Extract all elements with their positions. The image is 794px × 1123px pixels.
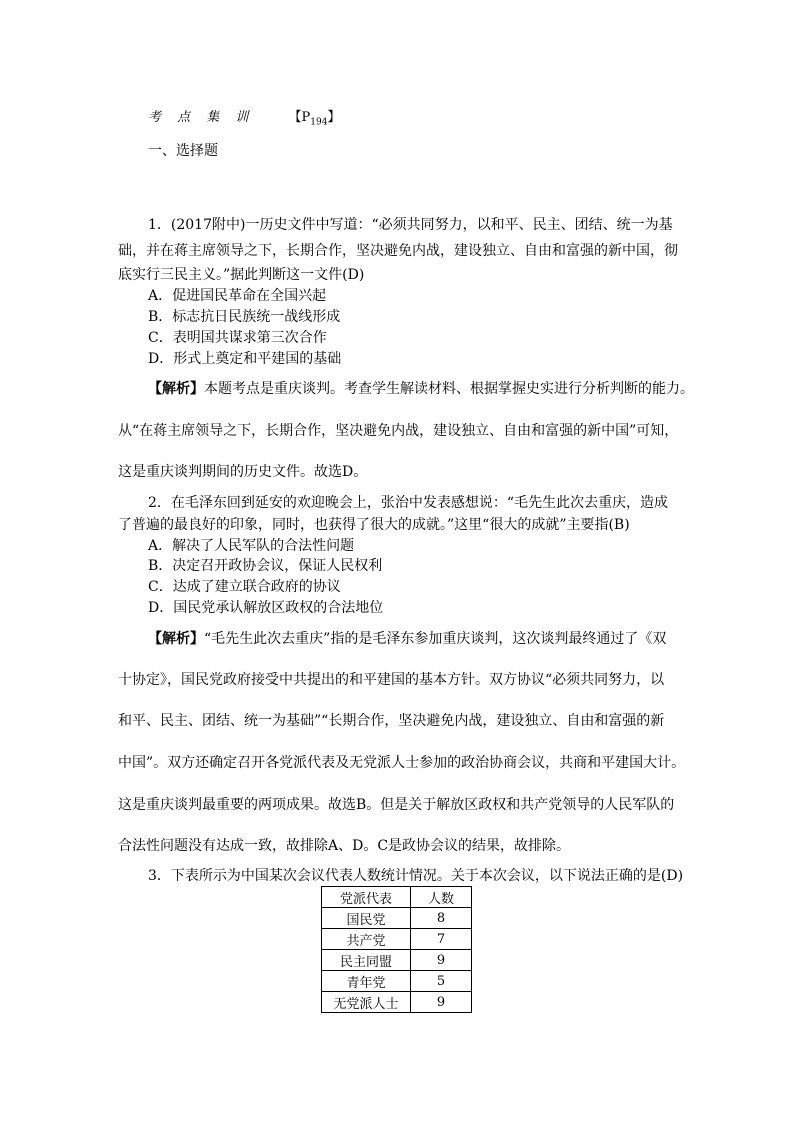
- q2-analysis-line-4: 中国”。双方还确定召开各党派代表及无党派人士参加的政治协商会议，共商和平建国大计。: [118, 755, 686, 771]
- q1-line-3: 底实行三民主义。”据此判断这一文件(D): [118, 267, 365, 283]
- count-cell: 9: [411, 950, 472, 971]
- table-header-row: [322, 887, 472, 908]
- table-row: [322, 971, 472, 992]
- delegate-count-table: [321, 886, 472, 1013]
- table-row: [322, 992, 472, 1013]
- q2-analysis-line-3: 和平、民主、团结、统一为基础”“长期合作，坚决避免内战，建设独立、自由和富强的新: [118, 713, 665, 729]
- count-cell: 5: [411, 971, 472, 992]
- count-cell: 7: [411, 929, 472, 950]
- table-header-cell: 党派代表: [322, 887, 411, 908]
- q2-option-b: B．决定召开政协会议，保证人民权利: [148, 558, 383, 574]
- party-cell: 国民党: [322, 908, 411, 929]
- q2-analysis-line-1: 【解析】“毛先生此次去重庆”指的是毛泽东参加重庆谈判，这次谈判最终通过了《双: [148, 631, 667, 647]
- table-header-cell: 人数: [411, 887, 472, 908]
- analysis-tag: 【解析】: [148, 381, 204, 397]
- q1-option-c: C．表明国共谋求第三次合作: [148, 330, 327, 346]
- q1-line-1: 1．(2017附中)一历史文件中写道：“必须共同努力，以和平、民主、团结、统一为基: [148, 217, 673, 233]
- q2-analysis-line-6: 合法性问题没有达成一致，故排除A、D。C是政协会议的结果，故排除。: [118, 838, 571, 854]
- q2-analysis-line-5: 这是重庆谈判最重要的两项成果。故选B。但是关于解放区政权和共产党领导的人民军队的: [118, 797, 675, 813]
- section-title: 一、选择题: [148, 143, 218, 159]
- table-row: [322, 908, 472, 929]
- q1-option-b: B．标志抗日民族统一战线形成: [148, 309, 341, 325]
- q1-analysis-line-2: 从“在蒋主席领导之下，长期合作，坚决避免内战，建设独立、自由和富强的新中国”可知，: [118, 423, 679, 439]
- section-header: [148, 106, 341, 128]
- party-cell: 共产党: [322, 929, 411, 950]
- q1-analysis-line-3: 这是重庆谈判期间的历史文件。故选D。: [118, 464, 368, 480]
- page-reference: 【$P_{194}$】: [288, 110, 341, 128]
- q2-option-c: C．达成了建立联合政府的协议: [148, 579, 341, 595]
- party-cell: 无党派人士: [322, 992, 411, 1013]
- q2-option-a: A．解决了人民军队的合法性问题: [148, 538, 355, 554]
- q1-analysis-line-1: 【解析】本题考点是重庆谈判。考查学生解读材料、根据掌握史实进行分析判断的能力。: [148, 381, 694, 397]
- header-title: 考 点 集 训: [148, 110, 255, 125]
- q1-option-d: D．形式上奠定和平建国的基础: [148, 351, 342, 367]
- q2-analysis-line-2: 十协定》，国民党政府接受中共提出的和平建国的基本方针。双方协议“必须共同努力，以: [118, 672, 665, 688]
- q2-option-d: D．国民党承认解放区政权的合法地位: [148, 600, 384, 616]
- table-row: [322, 929, 472, 950]
- table-row: [322, 950, 472, 971]
- analysis-tag: 【解析】: [148, 631, 204, 647]
- count-cell: 9: [411, 992, 472, 1013]
- q1-line-2: 础，并在蒋主席领导之下，长期合作，坚决避免内战，建设独立、自由和富强的新中国，彻: [118, 243, 678, 259]
- q2-line-1: 2．在毛泽东回到延安的欢迎晚会上，张治中发表感想说：“毛先生此次去重庆，造成: [148, 495, 669, 511]
- q3-line-1: 3．下表所示为中国某次会议代表人数统计情况。关于本次会议，以下说法正确的是(D): [148, 868, 684, 884]
- q1-option-a: A．促进国民革命在全国兴起: [148, 288, 327, 304]
- count-cell: 8: [411, 908, 472, 929]
- party-cell: 青年党: [322, 971, 411, 992]
- q2-line-2: 了普遍的最良好的印象，同时，也获得了很大的成就。”这里“很大的成就”主要指(B): [118, 517, 630, 533]
- party-cell: 民主同盟: [322, 950, 411, 971]
